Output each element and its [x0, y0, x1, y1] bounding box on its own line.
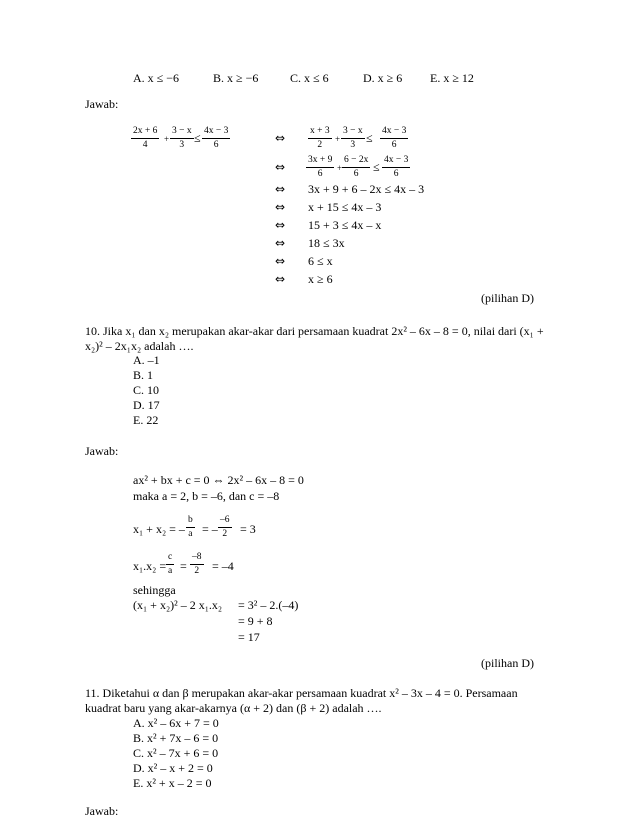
fraction: $\frac{-8}{2}$: [192, 552, 202, 576]
q9-step: 3x + 9 + 6 – 2x ≤ 4x – 3: [308, 182, 425, 196]
q10-final-step: = 9 + 8: [238, 614, 273, 628]
iff-symbol: ⇔: [275, 272, 286, 286]
fraction: $\frac{x + 3}{2}$: [310, 126, 330, 150]
fraction: $\frac{c}{a}$: [168, 552, 173, 576]
operator: +: [337, 163, 343, 173]
q11-option-b: B. x² + 7x – 6 = 0: [133, 731, 219, 745]
q10-line-2: maka a = 2, b = –6, dan c = –8: [133, 489, 280, 503]
q10-sehingga: sehingga: [133, 583, 176, 597]
q9-step: x + 15 ≤ 4x – 3: [308, 200, 382, 214]
q10-option-e: E. 22: [133, 413, 159, 427]
q9-choice: (pilihan D): [481, 291, 534, 305]
q9-option-a: A. x ≤ −6: [133, 71, 180, 85]
fraction: $\frac{3 - x}{3}$: [343, 126, 363, 150]
fraction: $\frac{2x + 6}{4}$: [133, 126, 158, 150]
q10-final-lhs: (x₁ + x₂)² – 2 x₁.x₂: [133, 598, 223, 612]
iff-symbol: ⇔: [275, 182, 286, 196]
fraction: $\frac{b}{a}$: [188, 515, 193, 539]
operator: +: [335, 134, 341, 144]
fraction: $\frac{3 - x}{3}$: [172, 126, 192, 150]
fraction: $\frac{4x - 3}{6}$: [204, 126, 229, 150]
q10-choice: (pilihan D): [481, 656, 534, 670]
q10-option-c: C. 10: [133, 383, 160, 397]
operator: +: [164, 134, 170, 144]
sum-lhs: x₁ + x₂ = –: [133, 522, 185, 536]
product-result: = –4: [212, 559, 234, 573]
q11-answer-label: Jawab:: [85, 804, 119, 818]
fraction: $\frac{4x - 3}{6}$: [382, 126, 407, 150]
q9-step: x ≥ 6: [308, 272, 333, 286]
q9-option-d: D. x ≥ 6: [363, 71, 403, 85]
q9-answer-label: Jawab:: [85, 97, 119, 111]
iff-symbol: ⇔: [275, 160, 286, 174]
iff-symbol: ⇔: [275, 218, 286, 232]
product-lhs: x₁.x₂ =: [133, 559, 167, 573]
sum-result: = 3: [240, 522, 256, 536]
iff-symbol: ⇔: [275, 254, 286, 268]
q9-step: 6 ≤ x: [308, 254, 333, 268]
q9-option-c: C. x ≤ 6: [290, 71, 329, 85]
q11-option-e: E. x² + x – 2 = 0: [133, 776, 212, 790]
relation: ≤: [373, 160, 380, 174]
fraction: $\frac{-6}{2}$: [220, 515, 230, 539]
iff-symbol: ⇔: [275, 200, 286, 214]
fraction: $\frac{4x - 3}{6}$: [384, 155, 409, 179]
q10-final-step: = 3² – 2.(–4): [238, 598, 299, 612]
q9-step: 15 + 3 ≤ 4x – x: [308, 218, 382, 232]
q10-answer-label: Jawab:: [85, 444, 119, 458]
q9-step: 18 ≤ 3x: [308, 236, 345, 250]
q10-question: 10. Jika x₁ dan x₂ merupakan akar-akar dari persamaan kuadrat 2x² – 6x – 8 = 0, nilai dari (x₁ + x₂)² – 2x₁x₂ adalah ….: [85, 324, 544, 353]
q10-final-step: = 17: [238, 630, 260, 644]
q11-option-a: A. x² – 6x + 7 = 0: [133, 716, 219, 730]
q10-option-a: A. –1: [133, 353, 160, 367]
q9-option-e: E. x ≥ 12: [430, 71, 474, 85]
q10-option-b: B. 1: [133, 368, 154, 382]
fraction: $\frac{6 - 2x}{6}$: [344, 155, 369, 179]
sum-mid: = –: [202, 522, 218, 536]
q11-option-d: D. x² – x + 2 = 0: [133, 761, 213, 775]
q9-option-b: B. x ≥ −6: [213, 71, 259, 85]
iff-symbol: ⇔: [275, 236, 286, 250]
iff-symbol: ⇔: [275, 131, 286, 145]
q10-option-d: D. 17: [133, 398, 160, 412]
fraction: $\frac{3x + 9}{6}$: [308, 155, 333, 179]
q11-option-c: C. x² – 7x + 6 = 0: [133, 746, 219, 760]
product-mid: =: [180, 559, 187, 573]
q11-question: 11. Diketahui α dan β merupakan akar-akar persamaan kuadrat x² – 3x – 4 = 0. Persamaan kuadrat baru yang akar-akarnya (α + 2) dan (β + 2) adalah ….: [85, 686, 518, 715]
relation: ≤: [194, 131, 201, 145]
q10-line-1: ax² + bx + c = 0 ⇔ 2x² – 6x – 8 = 0: [133, 473, 304, 487]
relation: ≤: [366, 131, 373, 145]
